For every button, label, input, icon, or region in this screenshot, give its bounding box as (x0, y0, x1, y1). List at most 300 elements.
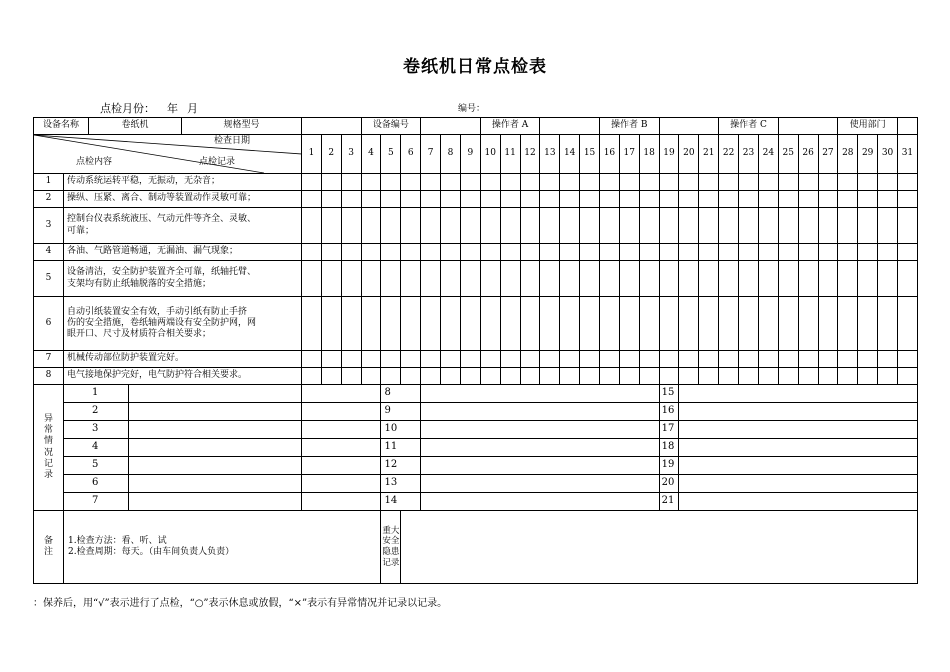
check-cell[interactable] (361, 208, 381, 244)
check-cell[interactable] (560, 174, 580, 191)
check-cell[interactable] (699, 174, 719, 191)
check-cell[interactable] (897, 174, 917, 191)
check-cell[interactable] (401, 208, 421, 244)
check-cell[interactable] (659, 191, 679, 208)
abnormal-entry-cell[interactable] (302, 385, 381, 403)
check-cell[interactable] (719, 261, 739, 297)
check-cell[interactable] (460, 351, 480, 368)
check-cell[interactable] (838, 297, 858, 351)
check-cell[interactable] (520, 351, 540, 368)
abnormal-entry-cell[interactable] (421, 439, 659, 457)
check-cell[interactable] (897, 244, 917, 261)
check-cell[interactable] (480, 191, 500, 208)
check-cell[interactable] (699, 351, 719, 368)
check-cell[interactable] (758, 368, 778, 385)
check-cell[interactable] (540, 208, 560, 244)
check-cell[interactable] (460, 244, 480, 261)
abnormal-entry-cell[interactable] (129, 403, 302, 420)
check-cell[interactable] (540, 191, 560, 208)
check-cell[interactable] (480, 174, 500, 191)
abnormal-number: 6 (78, 475, 129, 492)
check-cell[interactable] (500, 191, 520, 208)
check-cell[interactable] (818, 191, 838, 208)
check-cell[interactable] (699, 261, 719, 297)
abnormal-entry-cell[interactable] (129, 385, 302, 402)
check-cell[interactable] (619, 297, 639, 351)
check-cell[interactable] (302, 368, 322, 385)
check-cell[interactable] (321, 297, 341, 351)
check-cell[interactable] (341, 368, 361, 385)
check-cell[interactable] (441, 244, 461, 261)
abnormal-entry-cell[interactable] (679, 493, 917, 511)
check-cell[interactable] (580, 174, 600, 191)
check-cell[interactable] (778, 297, 798, 351)
check-cell[interactable] (361, 351, 381, 368)
check-cell[interactable] (401, 244, 421, 261)
check-cell[interactable] (441, 351, 461, 368)
check-cell[interactable] (778, 368, 798, 385)
check-cell[interactable] (619, 174, 639, 191)
check-cell[interactable] (560, 261, 580, 297)
check-cell[interactable] (878, 351, 898, 368)
check-cell[interactable] (679, 208, 699, 244)
check-cell[interactable] (421, 191, 441, 208)
abnormal-entry-cell[interactable] (421, 421, 659, 439)
check-cell[interactable] (421, 351, 441, 368)
abnormal-entry-cell[interactable] (129, 475, 302, 492)
check-cell[interactable] (818, 244, 838, 261)
check-cell[interactable] (500, 174, 520, 191)
check-cell[interactable] (679, 297, 699, 351)
check-cell[interactable] (858, 297, 878, 351)
check-cell[interactable] (838, 368, 858, 385)
check-cell[interactable] (302, 261, 322, 297)
check-cell[interactable] (798, 208, 818, 244)
check-cell[interactable] (580, 191, 600, 208)
check-cell[interactable] (679, 261, 699, 297)
check-cell[interactable] (897, 191, 917, 208)
check-cell[interactable] (858, 208, 878, 244)
check-cell[interactable] (778, 261, 798, 297)
check-cell[interactable] (838, 244, 858, 261)
check-cell[interactable] (699, 208, 719, 244)
abnormal-number: 11 (381, 439, 421, 457)
check-cell[interactable] (460, 191, 480, 208)
abnormal-entry-cell[interactable] (129, 439, 302, 456)
equipment-no-value-cell[interactable] (421, 118, 481, 135)
check-cell[interactable] (520, 244, 540, 261)
check-cell[interactable] (421, 174, 441, 191)
check-cell[interactable] (699, 297, 719, 351)
check-cell[interactable] (639, 174, 659, 191)
check-cell[interactable] (619, 244, 639, 261)
check-cell[interactable] (500, 297, 520, 351)
check-cell[interactable] (599, 261, 619, 297)
check-cell[interactable] (560, 351, 580, 368)
check-cell[interactable] (639, 351, 659, 368)
check-cell[interactable] (719, 297, 739, 351)
check-cell[interactable] (858, 191, 878, 208)
check-cell[interactable] (321, 174, 341, 191)
check-cell[interactable] (599, 297, 619, 351)
check-cell[interactable] (401, 174, 421, 191)
check-cell[interactable] (739, 297, 759, 351)
check-cell[interactable] (659, 297, 679, 351)
check-cell[interactable] (580, 351, 600, 368)
abnormal-entry-cell[interactable] (421, 403, 659, 421)
abnormal-entry-cell[interactable] (302, 457, 381, 475)
check-cell[interactable] (679, 174, 699, 191)
check-cell[interactable] (719, 351, 739, 368)
check-cell[interactable] (500, 208, 520, 244)
check-cell[interactable] (441, 368, 461, 385)
check-cell[interactable] (540, 261, 560, 297)
check-cell[interactable] (421, 244, 441, 261)
check-cell[interactable] (441, 191, 461, 208)
check-cell[interactable] (599, 174, 619, 191)
check-cell[interactable] (897, 261, 917, 297)
check-cell[interactable] (778, 174, 798, 191)
day-header: 1 (302, 135, 322, 174)
check-cell[interactable] (401, 261, 421, 297)
day-header: 18 (639, 135, 659, 174)
check-cell[interactable] (619, 351, 639, 368)
check-cell[interactable] (302, 191, 322, 208)
check-cell[interactable] (460, 261, 480, 297)
check-cell[interactable] (699, 244, 719, 261)
abnormal-entry-cell[interactable] (679, 421, 917, 439)
check-cell[interactable] (381, 208, 401, 244)
check-cell[interactable] (361, 244, 381, 261)
check-cell[interactable] (858, 351, 878, 368)
check-cell[interactable] (540, 351, 560, 368)
abnormal-number: 14 (381, 493, 421, 511)
check-cell[interactable] (560, 297, 580, 351)
check-cell[interactable] (520, 174, 540, 191)
check-cell[interactable] (818, 297, 838, 351)
check-cell[interactable] (818, 368, 838, 385)
check-cell[interactable] (480, 244, 500, 261)
abnormal-entry-cell[interactable] (421, 475, 659, 493)
operator-b-label: 操作者 B (599, 118, 659, 135)
check-cell[interactable] (758, 244, 778, 261)
abnormal-entry-cell[interactable] (679, 475, 917, 493)
check-cell[interactable] (381, 297, 401, 351)
abnormal-entry-cell[interactable] (421, 385, 659, 403)
check-cell[interactable] (838, 191, 858, 208)
abnormal-entry-cell[interactable] (302, 403, 381, 421)
check-cell[interactable] (639, 297, 659, 351)
check-cell[interactable] (500, 261, 520, 297)
check-cell[interactable] (341, 297, 361, 351)
check-cell[interactable] (719, 244, 739, 261)
check-cell[interactable] (838, 351, 858, 368)
check-cell[interactable] (441, 208, 461, 244)
check-cell[interactable] (858, 368, 878, 385)
check-cell[interactable] (719, 368, 739, 385)
check-cell[interactable] (897, 297, 917, 351)
check-cell[interactable] (858, 244, 878, 261)
check-cell[interactable] (719, 191, 739, 208)
check-cell[interactable] (401, 191, 421, 208)
check-cell[interactable] (580, 208, 600, 244)
check-cell[interactable] (480, 368, 500, 385)
check-cell[interactable] (460, 368, 480, 385)
check-cell[interactable] (381, 191, 401, 208)
check-cell[interactable] (818, 208, 838, 244)
check-cell[interactable] (758, 297, 778, 351)
check-cell[interactable] (361, 191, 381, 208)
department-value-cell[interactable] (897, 118, 917, 135)
check-cell[interactable] (560, 368, 580, 385)
abnormal-entry-cell[interactable] (302, 421, 381, 439)
check-cell[interactable] (599, 368, 619, 385)
check-cell[interactable] (699, 368, 719, 385)
abnormal-entry-cell[interactable] (129, 493, 302, 510)
check-cell[interactable] (758, 208, 778, 244)
check-cell[interactable] (619, 261, 639, 297)
check-cell[interactable] (421, 261, 441, 297)
abnormal-entry-cell[interactable] (679, 385, 917, 403)
check-cell[interactable] (739, 244, 759, 261)
item-number: 5 (34, 261, 64, 297)
check-cell[interactable] (778, 208, 798, 244)
day-header: 7 (421, 135, 441, 174)
check-cell[interactable] (580, 297, 600, 351)
check-cell[interactable] (897, 208, 917, 244)
check-cell[interactable] (639, 368, 659, 385)
check-cell[interactable] (421, 368, 441, 385)
abnormal-entry-cell[interactable] (421, 457, 659, 475)
check-cell[interactable] (778, 351, 798, 368)
check-cell[interactable] (480, 208, 500, 244)
major-hazard-label-line: 记录 (382, 557, 400, 568)
check-cell[interactable] (838, 208, 858, 244)
check-cell[interactable] (321, 208, 341, 244)
check-cell[interactable] (381, 261, 401, 297)
check-cell[interactable] (778, 244, 798, 261)
check-cell[interactable] (480, 297, 500, 351)
check-cell[interactable] (580, 261, 600, 297)
remarks-label-char: 备 (43, 535, 53, 546)
check-cell[interactable] (421, 208, 441, 244)
check-cell[interactable] (659, 261, 679, 297)
check-cell[interactable] (560, 208, 580, 244)
check-cell[interactable] (361, 297, 381, 351)
check-cell[interactable] (321, 244, 341, 261)
check-cell[interactable] (679, 191, 699, 208)
operator-c-value-cell[interactable] (778, 118, 838, 135)
check-cell[interactable] (659, 368, 679, 385)
check-cell[interactable] (401, 297, 421, 351)
check-cell[interactable] (639, 208, 659, 244)
check-cell[interactable] (302, 208, 322, 244)
check-cell[interactable] (341, 208, 361, 244)
check-cell[interactable] (580, 368, 600, 385)
model-value-cell[interactable] (302, 118, 362, 135)
check-cell[interactable] (798, 351, 818, 368)
check-cell[interactable] (739, 261, 759, 297)
check-cell[interactable] (361, 174, 381, 191)
abnormal-entry-cell[interactable] (679, 457, 917, 475)
check-cell[interactable] (381, 368, 401, 385)
check-cell[interactable] (878, 174, 898, 191)
major-hazard-record-cell[interactable] (401, 511, 918, 584)
check-cell[interactable] (460, 297, 480, 351)
check-cell[interactable] (361, 261, 381, 297)
abnormal-entry-cell[interactable] (679, 439, 917, 457)
day-header: 21 (699, 135, 719, 174)
abnormal-entry-cell[interactable] (302, 475, 381, 493)
abnormal-label-char: 况 (43, 447, 53, 458)
check-cell[interactable] (302, 244, 322, 261)
check-cell[interactable] (679, 244, 699, 261)
check-cell[interactable] (460, 208, 480, 244)
check-cell[interactable] (580, 244, 600, 261)
operator-b-value-cell[interactable] (659, 118, 719, 135)
check-cell[interactable] (798, 297, 818, 351)
check-cell[interactable] (758, 261, 778, 297)
check-cell[interactable] (341, 351, 361, 368)
check-cell[interactable] (659, 351, 679, 368)
check-cell[interactable] (361, 368, 381, 385)
check-cell[interactable] (858, 174, 878, 191)
check-cell[interactable] (381, 174, 401, 191)
check-cell[interactable] (500, 351, 520, 368)
check-cell[interactable] (838, 261, 858, 297)
check-cell[interactable] (441, 174, 461, 191)
check-cell[interactable] (719, 208, 739, 244)
check-cell[interactable] (739, 208, 759, 244)
operator-a-value-cell[interactable] (540, 118, 600, 135)
abnormal-number: 18 (659, 439, 679, 457)
check-cell[interactable] (599, 351, 619, 368)
abnormal-entry-cell[interactable] (421, 493, 659, 511)
check-cell[interactable] (619, 208, 639, 244)
check-cell[interactable] (758, 191, 778, 208)
check-cell[interactable] (758, 174, 778, 191)
equipment-name-value: 卷纸机 (89, 118, 182, 134)
check-cell[interactable] (798, 174, 818, 191)
check-cell[interactable] (699, 191, 719, 208)
check-cell[interactable] (302, 174, 322, 191)
check-cell[interactable] (778, 191, 798, 208)
check-cell[interactable] (818, 174, 838, 191)
check-cell[interactable] (520, 297, 540, 351)
check-cell[interactable] (321, 368, 341, 385)
check-cell[interactable] (341, 191, 361, 208)
check-cell[interactable] (798, 368, 818, 385)
check-cell[interactable] (878, 297, 898, 351)
check-cell[interactable] (679, 368, 699, 385)
check-cell[interactable] (897, 368, 917, 385)
abnormal-record-label (34, 385, 64, 511)
check-cell[interactable] (659, 174, 679, 191)
check-cell[interactable] (639, 191, 659, 208)
check-cell[interactable] (659, 244, 679, 261)
check-cell[interactable] (520, 191, 540, 208)
check-cell[interactable] (401, 368, 421, 385)
check-cell[interactable] (719, 174, 739, 191)
check-cell[interactable] (897, 351, 917, 368)
check-cell[interactable] (381, 351, 401, 368)
check-cell[interactable] (381, 244, 401, 261)
check-cell[interactable] (421, 297, 441, 351)
check-cell[interactable] (798, 244, 818, 261)
check-cell[interactable] (878, 368, 898, 385)
check-cell[interactable] (679, 351, 699, 368)
check-cell[interactable] (441, 297, 461, 351)
check-cell[interactable] (302, 297, 322, 351)
check-cell[interactable] (520, 261, 540, 297)
check-cell[interactable] (798, 191, 818, 208)
check-cell[interactable] (798, 261, 818, 297)
check-cell[interactable] (540, 297, 560, 351)
check-cell[interactable] (739, 191, 759, 208)
check-cell[interactable] (401, 351, 421, 368)
check-cell[interactable] (599, 208, 619, 244)
check-cell[interactable] (520, 368, 540, 385)
check-cell[interactable] (739, 351, 759, 368)
check-cell[interactable] (838, 174, 858, 191)
abnormal-entry-cell[interactable] (129, 421, 302, 438)
abnormal-number: 20 (659, 475, 679, 493)
check-cell[interactable] (878, 244, 898, 261)
check-cell[interactable] (560, 191, 580, 208)
check-cell[interactable] (739, 174, 759, 191)
check-cell[interactable] (520, 208, 540, 244)
check-cell[interactable] (619, 368, 639, 385)
abnormal-entry-cell[interactable] (129, 457, 302, 474)
check-cell[interactable] (858, 261, 878, 297)
check-cell[interactable] (540, 174, 560, 191)
check-cell[interactable] (540, 244, 560, 261)
check-cell[interactable] (619, 191, 639, 208)
check-cell[interactable] (321, 261, 341, 297)
check-cell[interactable] (500, 368, 520, 385)
check-cell[interactable] (480, 261, 500, 297)
check-cell[interactable] (639, 261, 659, 297)
check-cell[interactable] (540, 368, 560, 385)
check-cell[interactable] (480, 351, 500, 368)
abnormal-number: 7 (78, 493, 129, 510)
check-cell[interactable] (878, 191, 898, 208)
check-cell[interactable] (659, 208, 679, 244)
check-cell[interactable] (321, 351, 341, 368)
check-cell[interactable] (599, 191, 619, 208)
check-cell[interactable] (500, 244, 520, 261)
check-cell[interactable] (599, 244, 619, 261)
check-cell[interactable] (639, 244, 659, 261)
check-cell[interactable] (739, 368, 759, 385)
check-cell[interactable] (878, 208, 898, 244)
check-cell[interactable] (460, 174, 480, 191)
check-cell[interactable] (878, 261, 898, 297)
check-cell[interactable] (758, 351, 778, 368)
check-cell[interactable] (302, 351, 322, 368)
abnormal-entry-cell[interactable] (679, 403, 917, 421)
check-cell[interactable] (341, 244, 361, 261)
check-cell[interactable] (321, 191, 341, 208)
check-cell[interactable] (441, 261, 461, 297)
check-cell[interactable] (560, 244, 580, 261)
check-cell[interactable] (341, 261, 361, 297)
check-cell[interactable] (341, 174, 361, 191)
abnormal-entry-cell[interactable] (302, 493, 381, 511)
check-cell[interactable] (818, 261, 838, 297)
check-cell[interactable] (818, 351, 838, 368)
abnormal-entry-cell[interactable] (302, 439, 381, 457)
